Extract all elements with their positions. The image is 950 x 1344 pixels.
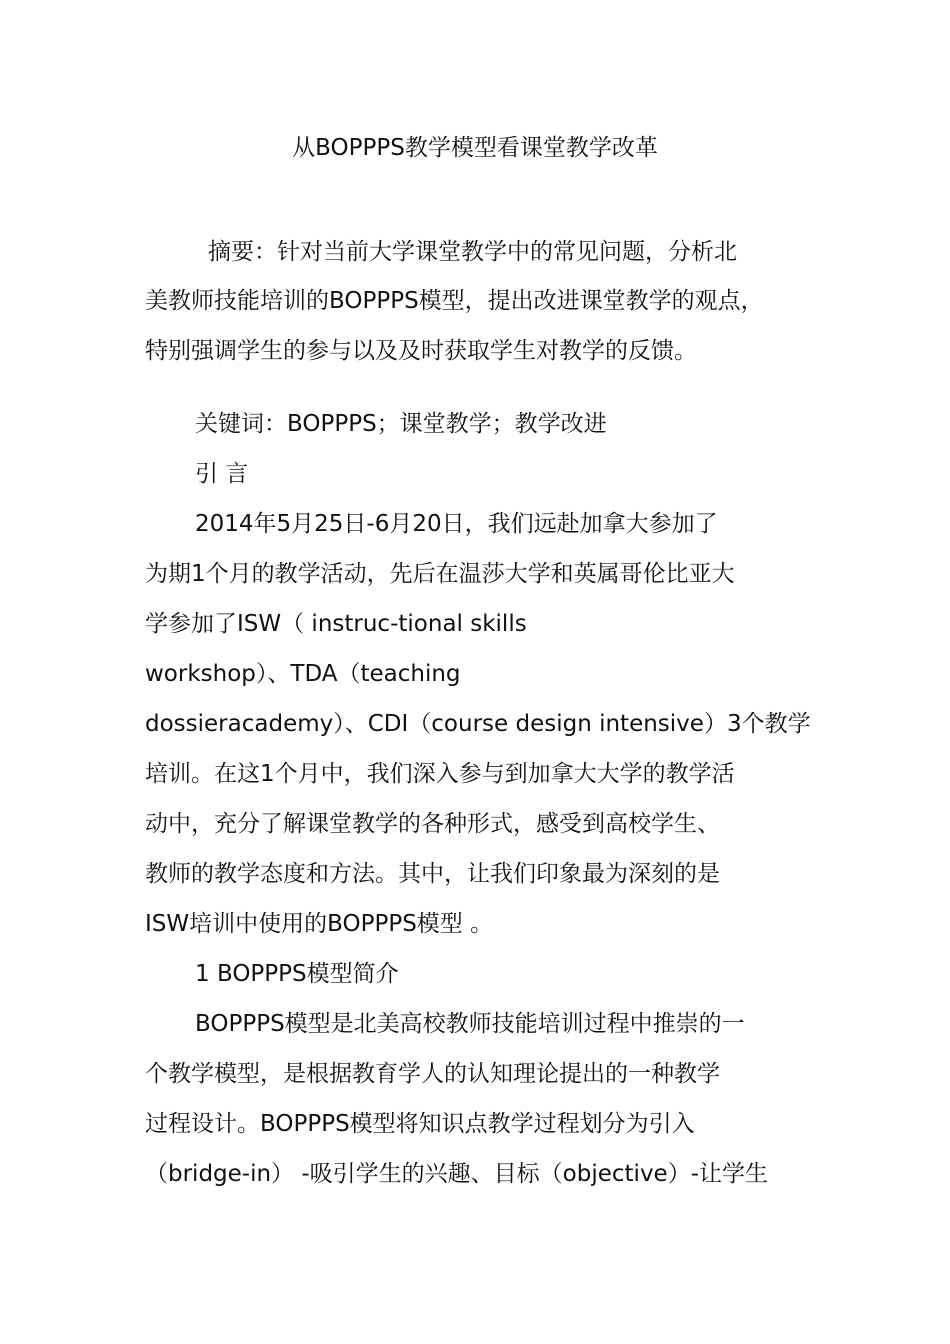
document-title: 从BOPPPS教学模型看课堂教学改革 [292, 135, 658, 161]
body-line-3: 学参加了ISW（ instruc-tional skills [145, 611, 527, 637]
body-line-9: ISW培训中使用的BOPPPS模型 。 [145, 911, 494, 937]
body-line-12: 过程设计。BOPPPS模型将知识点教学过程划分为引入 [145, 1111, 695, 1137]
section-heading-boppps: 1 BOPPPS模型简介 [195, 961, 399, 987]
body-line-5: dossieracademy）、CDI（course design intensive）3个教学 [145, 711, 811, 737]
body-line-10: BOPPPS模型是北美高校教师技能培训过程中推崇的一 [195, 1011, 745, 1037]
body-line-1: 2014年5月25日-6月20日，我们远赴加拿大参加了 [195, 511, 718, 537]
section-heading-introduction: 引 言 [195, 461, 249, 487]
body-line-2: 为期1个月的教学活动，先后在温莎大学和英属哥伦比亚大 [145, 561, 735, 587]
body-line-13: （bridge-in） -吸引学生的兴趣、目标（objective）-让学生 [145, 1161, 768, 1187]
body-line-4: workshop）、TDA（teaching [145, 661, 461, 687]
abstract-line-2: 美教师技能培训的BOPPPS模型，提出改进课堂教学的观点， [145, 288, 764, 314]
body-line-6: 培训。在这1个月中，我们深入参与到加拿大大学的教学活 [145, 761, 735, 787]
body-line-11: 个教学模型，是根据教育学人的认知理论提出的一种教学 [145, 1061, 720, 1087]
abstract-line-3: 特别强调学生的参与以及及时获取学生对教学的反馈。 [145, 338, 697, 364]
keywords-line: 关键词：BOPPPS；课堂教学；教学改进 [195, 411, 607, 437]
body-line-7: 动中，充分了解课堂教学的各种形式，感受到高校学生、 [145, 811, 720, 837]
body-line-8: 教师的教学态度和方法。其中，让我们印象最为深刻的是 [145, 861, 720, 887]
abstract-line-1: 摘要：针对当前大学课堂教学中的常见问题，分析北 [185, 239, 737, 265]
